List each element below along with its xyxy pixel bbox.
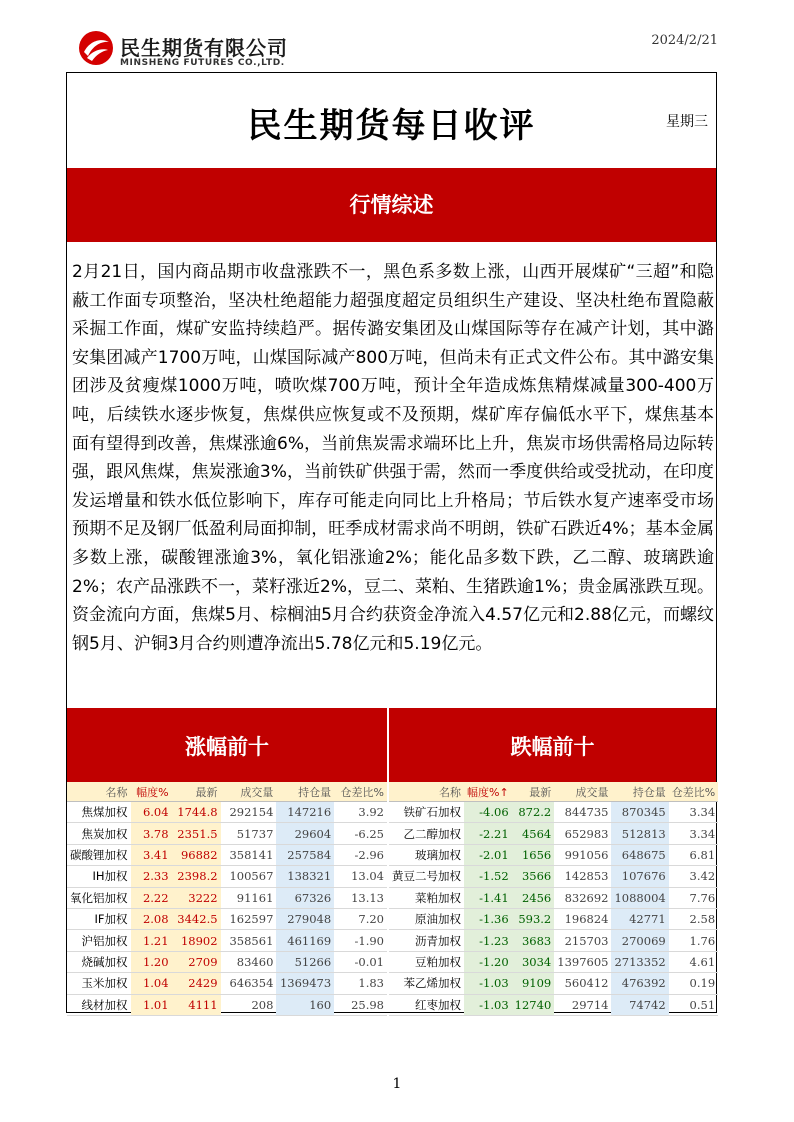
open-interest: 147216 (276, 802, 334, 823)
change-pct: 2.08 (131, 908, 172, 929)
oi-change-pct: 0.51 (669, 994, 718, 1015)
volume: 646354 (221, 973, 277, 994)
change-pct: 1.20 (131, 951, 172, 972)
oi-change-pct: 13.04 (334, 866, 387, 887)
table-row[interactable] (389, 866, 718, 887)
last-price: 1656 (512, 844, 555, 865)
company-logo-icon (78, 30, 114, 66)
last-price: 593.2 (512, 908, 555, 929)
open-interest: 160 (276, 994, 334, 1015)
oi-change-pct: 1.76 (669, 930, 718, 951)
oi-change-pct: -6.25 (334, 823, 387, 844)
change-pct: 3.78 (131, 823, 172, 844)
table-row[interactable] (67, 930, 387, 951)
column-header[interactable]: 名称 (67, 782, 131, 802)
change-pct: -1.03 (464, 994, 512, 1015)
volume: 1397605 (554, 951, 611, 972)
volume: 142853 (554, 866, 611, 887)
table-row[interactable] (67, 866, 387, 887)
volume: 215703 (554, 930, 611, 951)
last-price: 3683 (512, 930, 555, 951)
table-row[interactable] (67, 802, 387, 823)
table-row[interactable] (389, 994, 718, 1015)
change-pct: 2.22 (131, 887, 172, 908)
contract-name: 铁矿石加权 (389, 802, 464, 823)
change-pct: 2.33 (131, 866, 172, 887)
oi-change-pct: -0.01 (334, 951, 387, 972)
contract-name: 玉米加权 (67, 973, 131, 994)
open-interest: 648675 (611, 844, 668, 865)
oi-change-pct: 0.19 (669, 973, 718, 994)
overview-heading: 行情综述 (67, 168, 716, 242)
page-number: 1 (392, 1076, 402, 1092)
last-price: 2398.2 (172, 866, 221, 887)
change-pct: 3.41 (131, 844, 172, 865)
open-interest: 270069 (611, 930, 668, 951)
contract-name: 线材加权 (67, 994, 131, 1015)
table-row[interactable] (67, 844, 387, 865)
change-pct: 1.01 (131, 994, 172, 1015)
oi-change-pct: 1.83 (334, 973, 387, 994)
table-row[interactable] (389, 951, 718, 972)
table-header-row (389, 782, 718, 802)
contract-name: 烧碱加权 (67, 951, 131, 972)
table-row[interactable] (389, 908, 718, 929)
open-interest: 512813 (611, 823, 668, 844)
change-pct: -1.23 (464, 930, 512, 951)
change-pct: -1.41 (464, 887, 512, 908)
table-row[interactable] (389, 802, 718, 823)
volume: 652983 (554, 823, 611, 844)
contract-name: 黄豆二号加权 (389, 866, 464, 887)
table-row[interactable] (389, 823, 718, 844)
report-date: 2024/2/21 (651, 33, 718, 48)
change-pct: -1.20 (464, 951, 512, 972)
contract-name: 苯乙烯加权 (389, 973, 464, 994)
last-price: 3566 (512, 866, 555, 887)
last-price: 3442.5 (172, 908, 221, 929)
oi-change-pct: 4.61 (669, 951, 718, 972)
volume: 358141 (221, 844, 277, 865)
volume: 100567 (221, 866, 277, 887)
volume: 91161 (221, 887, 277, 908)
oi-change-pct: 13.13 (334, 887, 387, 908)
table-row[interactable] (67, 823, 387, 844)
change-pct: 1.21 (131, 930, 172, 951)
last-price: 2709 (172, 951, 221, 972)
open-interest: 2713352 (611, 951, 668, 972)
contract-name: 沪铝加权 (67, 930, 131, 951)
volume: 29714 (554, 994, 611, 1015)
table-header-row (67, 782, 387, 802)
last-price: 872.2 (512, 802, 555, 823)
volume: 83460 (221, 951, 277, 972)
oi-change-pct: 6.81 (669, 844, 718, 865)
last-price: 18902 (172, 930, 221, 951)
last-price: 2351.5 (172, 823, 221, 844)
volume: 292154 (221, 802, 277, 823)
open-interest: 870345 (611, 802, 668, 823)
table-row[interactable] (67, 973, 387, 994)
column-header[interactable]: 幅度% (131, 782, 172, 802)
volume: 162597 (221, 908, 277, 929)
contract-name: 玻璃加权 (389, 844, 464, 865)
last-price: 9109 (512, 973, 555, 994)
last-price: 96882 (172, 844, 221, 865)
contract-name: 氧化铝加权 (67, 887, 131, 908)
contract-name: 焦煤加权 (67, 802, 131, 823)
table-row[interactable] (67, 994, 387, 1015)
open-interest: 476392 (611, 973, 668, 994)
last-price: 4111 (172, 994, 221, 1015)
oi-change-pct: -1.90 (334, 930, 387, 951)
table-row[interactable] (67, 887, 387, 908)
change-pct: 1.04 (131, 973, 172, 994)
volume: 358561 (221, 930, 277, 951)
column-header[interactable]: 仓差比% (669, 782, 718, 802)
last-price: 12740 (512, 994, 555, 1015)
volume: 196824 (554, 908, 611, 929)
oi-change-pct: 25.98 (334, 994, 387, 1015)
change-pct: -2.21 (464, 823, 512, 844)
last-price: 4564 (512, 823, 555, 844)
company-logo (78, 28, 318, 72)
column-header[interactable]: 最新 (172, 782, 221, 802)
oi-change-pct: 7.76 (669, 887, 718, 908)
column-header[interactable]: 仓差比% (334, 782, 387, 802)
last-price: 2456 (512, 887, 555, 908)
column-header[interactable]: 成交量 (554, 782, 611, 802)
change-pct: -1.03 (464, 973, 512, 994)
open-interest: 42771 (611, 908, 668, 929)
change-pct: -1.36 (464, 908, 512, 929)
overview-text: 2月21日，国内商品期市收盘涨跌不一，黑色系多数上涨，山西开展煤矿“三超”和隐蔽工作面专项整治，坚决杜绝超能力超强度超定员组织生产建设、坚决杜绝布置隐蔽采掘工作面，煤矿安监持续趋严。据传潞安集团及山煤国际等存在减产计划，其中潞安集团减产1700万吨，山煤国际减产800万吨，但尚未有正式文件公布。其中潞安集团涉及贫瘦煤1000万吨，喷吹煤700万吨，预计全年造成炼焦精煤减量300-400万吨，后续铁水逐步恢复，焦煤供应恢复或不及预期，煤矿库存偏低水平下，煤焦基本面有望得到改善，焦煤涨逾6%，当前焦炭需求端环比上升，焦炭市场供需格局边际转强，跟风焦煤，焦炭涨逾3%，当前铁矿供强于需，然而一季度供给或受扰动，在印度发运增量和铁水低位影响下，库存可能走向同比上升格局；节后铁水复产速率受市场预期不足及钢厂低盈利局面抑制，旺季成材需求尚不明朗，铁矿石跌近4%；基本金属多数上涨，碳酸锂涨逾3%，氧化铝涨逾2%；能化品多数下跌，乙二醇、玻璃跌逾2%；农产品涨跌不一，菜籽涨近2%，豆二、菜粕、生猪跌逾1%；贵金属涨跌互现。资金流向方面，焦煤5月、棕榈油5月合约获资金净流入4.57亿元和2.88亿元，而螺纹钢5月、沪铜3月合约则遭净流出5.78亿元和5.19亿元。 (72, 262, 714, 654)
contract-name: 菜粕加权 (389, 887, 464, 908)
column-header[interactable]: 名称 (389, 782, 464, 802)
contract-name: 乙二醇加权 (389, 823, 464, 844)
oi-change-pct: 3.34 (669, 802, 718, 823)
contract-name: 沥青加权 (389, 930, 464, 951)
change-pct: 6.04 (131, 802, 172, 823)
open-interest: 74742 (611, 994, 668, 1015)
gainers-table (67, 782, 387, 1016)
company-name-en: MINSHENG FUTURES CO.,LTD. (120, 58, 285, 68)
column-header[interactable]: 幅度%↑ (464, 782, 512, 802)
oi-change-pct: 3.42 (669, 866, 718, 887)
gainers-heading: 涨幅前十 (67, 708, 387, 782)
change-pct: -2.01 (464, 844, 512, 865)
volume: 844735 (554, 802, 611, 823)
last-price: 3034 (512, 951, 555, 972)
column-header[interactable]: 持仓量 (276, 782, 334, 802)
company-name-cn: 民生期货有限公司 (120, 36, 288, 60)
open-interest: 257584 (276, 844, 334, 865)
column-header[interactable]: 成交量 (221, 782, 277, 802)
open-interest: 461169 (276, 930, 334, 951)
volume: 832692 (554, 887, 611, 908)
open-interest: 1369473 (276, 973, 334, 994)
table-row[interactable] (389, 973, 718, 994)
table-row[interactable] (389, 887, 718, 908)
losers-table (389, 782, 718, 1016)
last-price: 3222 (172, 887, 221, 908)
open-interest: 51266 (276, 951, 334, 972)
last-price: 1744.8 (172, 802, 221, 823)
contract-name: 焦炭加权 (67, 823, 131, 844)
open-interest: 67326 (276, 887, 334, 908)
open-interest: 1088004 (611, 887, 668, 908)
oi-change-pct: 3.92 (334, 802, 387, 823)
volume: 991056 (554, 844, 611, 865)
report-title: 民生期货每日收评 (247, 106, 536, 146)
table-row[interactable] (67, 951, 387, 972)
column-header[interactable]: 最新 (512, 782, 555, 802)
oi-change-pct: 7.20 (334, 908, 387, 929)
contract-name: 原油加权 (389, 908, 464, 929)
losers-heading: 跌幅前十 (389, 708, 716, 782)
change-pct: -4.06 (464, 802, 512, 823)
open-interest: 107676 (611, 866, 668, 887)
table-row[interactable] (389, 930, 718, 951)
volume: 208 (221, 994, 277, 1015)
contract-name: 碳酸锂加权 (67, 844, 131, 865)
oi-change-pct: 2.58 (669, 908, 718, 929)
last-price: 2429 (172, 973, 221, 994)
report-weekday: 星期三 (666, 114, 708, 130)
contract-name: 红枣加权 (389, 994, 464, 1015)
change-pct: -1.52 (464, 866, 512, 887)
table-row[interactable] (389, 844, 718, 865)
open-interest: 138321 (276, 866, 334, 887)
volume: 51737 (221, 823, 277, 844)
oi-change-pct: 3.34 (669, 823, 718, 844)
open-interest: 29604 (276, 823, 334, 844)
oi-change-pct: -2.96 (334, 844, 387, 865)
contract-name: 豆粕加权 (389, 951, 464, 972)
volume: 560412 (554, 973, 611, 994)
table-row[interactable] (67, 908, 387, 929)
contract-name: IF加权 (67, 908, 131, 929)
open-interest: 279048 (276, 908, 334, 929)
column-header[interactable]: 持仓量 (611, 782, 668, 802)
contract-name: IH加权 (67, 866, 131, 887)
